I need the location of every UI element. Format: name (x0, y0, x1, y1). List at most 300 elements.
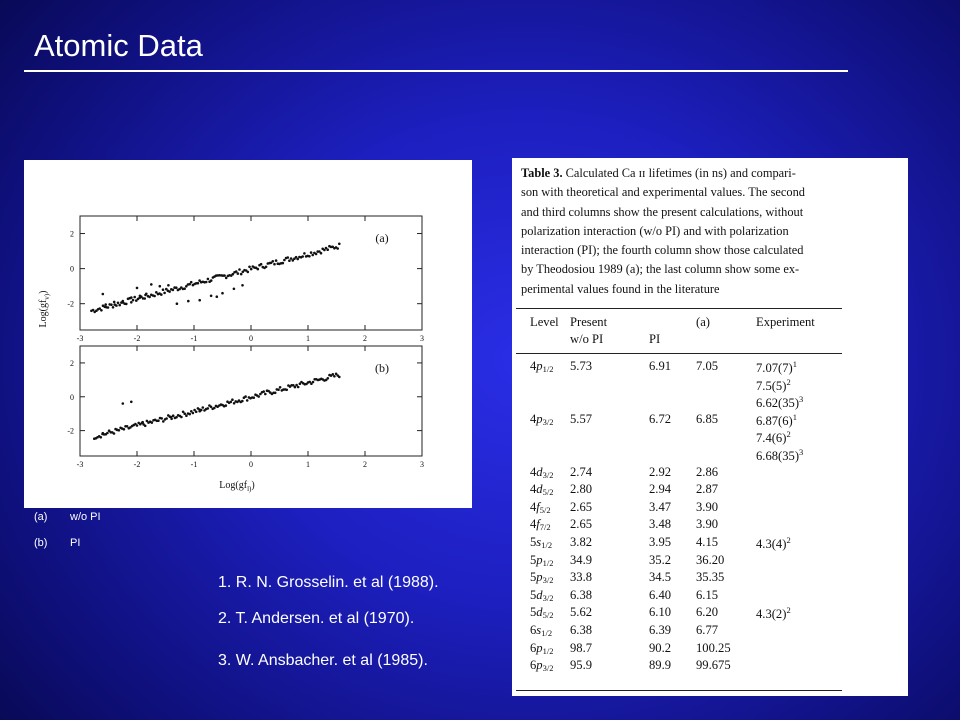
plot-frame (80, 216, 422, 330)
pi-cell: 2.92 (649, 464, 672, 479)
level-l: d (536, 587, 543, 602)
wo-pi-cell: 95.9 (570, 658, 593, 673)
pi-cell: 90.2 (649, 640, 672, 655)
level-l: p (536, 658, 543, 673)
data-point (241, 400, 244, 403)
data-point (207, 407, 210, 410)
level-j: 5/2 (539, 504, 551, 515)
level-l: s (536, 623, 542, 637)
data-point (275, 259, 278, 262)
data-point (188, 413, 191, 416)
caption-text: PI (70, 537, 81, 549)
x-tick-label: -2 (133, 460, 141, 469)
wo-pi-cell: 5.62 (570, 605, 593, 620)
experiment-cell (756, 412, 797, 429)
data-point (130, 301, 133, 304)
data-point (123, 428, 126, 431)
header-pi: PI (649, 332, 661, 346)
level-n: 5 (530, 552, 537, 567)
data-point (287, 256, 290, 259)
wo-pi-cell: 2.65 (570, 499, 593, 514)
figure-caption-row (34, 511, 101, 523)
level-cell (530, 641, 553, 656)
data-point (195, 411, 198, 414)
data-point (190, 281, 193, 284)
level-cell (530, 623, 552, 638)
x-tick-label: 3 (420, 460, 424, 469)
x-tick-label: 3 (420, 334, 424, 343)
data-point (172, 289, 175, 292)
level-n: 5 (530, 587, 537, 602)
level-n: 4 (530, 359, 537, 373)
data-point (213, 407, 216, 410)
wo-pi-cell: 34.9 (570, 552, 593, 567)
y-axis-label: $Log(gf_{v)})$ (38, 290, 51, 328)
level-cell (530, 570, 553, 585)
level-n: 5 (530, 605, 537, 620)
data-point (143, 297, 146, 300)
level-n: 6 (530, 623, 537, 637)
data-point (102, 293, 105, 296)
data-point (160, 293, 163, 296)
a-cell: 4.15 (696, 535, 719, 549)
level-j: 3/2 (542, 663, 554, 674)
data-point (167, 284, 170, 287)
figure-caption-row (34, 537, 80, 549)
data-point (144, 294, 147, 297)
y-tick-label: -2 (67, 299, 74, 309)
data-point (185, 414, 188, 417)
scatter-plots-svg (24, 160, 472, 508)
level-l: p (536, 359, 543, 373)
data-point (264, 393, 267, 396)
reference-item: 2. T. Andersen. et al (1970). (218, 610, 415, 627)
level-j: 3/2 (542, 469, 554, 480)
data-point (115, 304, 118, 307)
level-j: 1/2 (541, 540, 553, 550)
data-point (221, 292, 224, 295)
data-point (132, 299, 135, 302)
data-point (312, 381, 315, 384)
data-point (162, 288, 165, 291)
slide-title: Atomic Data (34, 28, 203, 63)
table-caption-line: Calculated Ca ɪɪ lifetimes (in ns) and compari- (565, 166, 796, 180)
data-point (210, 406, 213, 409)
header-level: Level (530, 315, 559, 329)
table-top-rule (516, 308, 842, 309)
level-n: 4 (530, 517, 537, 532)
pi-cell: 6.72 (649, 411, 672, 426)
data-point (202, 406, 205, 409)
data-point (163, 292, 166, 295)
level-l: p (536, 640, 543, 655)
pi-cell: 6.40 (649, 587, 672, 602)
x-tick-label: 2 (363, 334, 367, 343)
data-point (136, 287, 139, 290)
data-point (279, 386, 282, 389)
panel-label: (b) (375, 361, 389, 375)
data-point (165, 417, 168, 420)
table-bottom-rule (516, 690, 842, 691)
data-point (247, 271, 250, 274)
data-point (192, 412, 195, 415)
experiment-cell (756, 447, 803, 464)
level-j: 3/2 (542, 592, 554, 603)
level-l: d (536, 482, 543, 497)
data-point (210, 279, 213, 282)
experiment-cell (756, 429, 791, 446)
data-point (326, 248, 329, 251)
experiment-value: 7.5(5) (756, 378, 787, 393)
table-caption-line: by Theodosiou 1989 (a); the last column show some ex- (521, 262, 800, 277)
wo-pi-cell: 2.80 (570, 482, 593, 497)
y-tick-label: -2 (67, 426, 74, 436)
a-cell: 7.05 (696, 359, 719, 373)
caption-text: w/o PI (70, 511, 101, 523)
level-cell (530, 517, 551, 532)
wo-pi-cell: 6.38 (570, 587, 593, 602)
data-point (122, 402, 125, 405)
data-point (150, 283, 153, 286)
level-cell (530, 500, 551, 515)
experiment-ref: 3 (799, 447, 804, 457)
wo-pi-cell: 5.57 (570, 411, 593, 426)
level-cell (530, 658, 553, 673)
level-l: f (536, 517, 540, 532)
wo-pi-cell: 5.73 (570, 359, 593, 373)
data-point (311, 254, 314, 257)
data-point (168, 290, 171, 293)
wo-pi-cell: 98.7 (570, 640, 593, 655)
level-cell (530, 359, 553, 374)
level-j: 1/2 (542, 364, 554, 374)
experiment-value: 4.3(4) (756, 537, 787, 551)
header-experiment: Experiment (756, 315, 815, 329)
pi-cell: 34.5 (649, 570, 672, 585)
lifetime-table-panel (512, 158, 908, 696)
data-point (198, 299, 201, 302)
data-point (106, 432, 109, 435)
data-point (139, 295, 142, 298)
panel-label: (a) (375, 231, 389, 245)
level-cell (530, 605, 553, 620)
data-point (113, 301, 116, 304)
level-j: 1/2 (541, 628, 553, 638)
a-cell: 2.87 (696, 482, 719, 497)
pi-cell: 3.95 (649, 535, 672, 549)
y-tick-label: 2 (70, 229, 74, 239)
data-point (183, 412, 186, 415)
data-point (223, 274, 226, 277)
data-point (153, 295, 156, 298)
table-caption-line: perimental values found in the literature (521, 281, 720, 296)
data-point (216, 295, 219, 298)
title-underline (24, 70, 848, 72)
table-caption-label: Table 3. (521, 166, 563, 180)
level-j: 3/2 (542, 416, 554, 427)
data-point (273, 263, 276, 266)
data-point (244, 395, 247, 398)
level-n: 6 (530, 658, 537, 673)
data-point (159, 285, 162, 288)
a-cell: 35.35 (696, 570, 725, 585)
level-j: 5/2 (542, 487, 554, 498)
a-cell: 36.20 (696, 552, 725, 567)
data-point (151, 421, 154, 424)
data-point (294, 386, 297, 389)
table-header-rule (516, 353, 842, 354)
caption-key: (a) (34, 511, 48, 523)
experiment-cell (756, 394, 803, 411)
data-point (333, 375, 336, 378)
data-point (136, 424, 139, 427)
a-cell: 100.25 (696, 640, 731, 655)
data-point (257, 395, 260, 398)
level-j: 1/2 (542, 645, 554, 656)
experiment-value: 7.4(6) (756, 431, 787, 446)
data-point (246, 399, 249, 402)
level-n: 5 (530, 535, 537, 549)
level-n: 4 (530, 464, 537, 479)
experiment-ref: 2 (786, 535, 791, 545)
table-caption-line: interaction (PI); the fourth column show those calculated (521, 243, 804, 258)
pi-cell: 89.9 (649, 658, 672, 673)
x-tick-label: -1 (190, 334, 198, 343)
x-tick-label: -2 (133, 334, 141, 343)
x-tick-label: 1 (306, 460, 310, 469)
level-cell (530, 465, 553, 480)
data-point (175, 286, 178, 289)
pi-cell: 3.47 (649, 499, 672, 514)
a-cell: 6.15 (696, 587, 719, 602)
data-point (257, 268, 260, 271)
table-caption-text (521, 166, 805, 296)
table-caption-line: polarization interaction (w/o PI) and with polarization (521, 223, 789, 238)
header-present: Present (570, 315, 608, 329)
reference-item: 1. R. N. Grosselin. et al (1988). (218, 574, 439, 591)
data-point (162, 420, 165, 423)
data-point (288, 259, 291, 262)
data-point (233, 288, 236, 291)
data-point (320, 252, 323, 255)
data-point (110, 303, 113, 306)
data-point (100, 309, 103, 312)
level-l: p (536, 552, 543, 567)
a-cell: 2.86 (696, 464, 719, 479)
table-caption-line: son with theoretical and experimental values. The second (521, 185, 805, 200)
data-point (187, 300, 190, 303)
experiment-ref: 1 (792, 411, 797, 422)
y-tick-label: 0 (70, 392, 74, 402)
level-j: 5/2 (542, 610, 554, 621)
y-tick-label: 0 (70, 264, 74, 274)
wo-pi-cell: 2.74 (570, 464, 593, 479)
x-tick-label: -3 (76, 334, 84, 343)
a-cell: 99.675 (696, 658, 731, 673)
data-point (183, 287, 186, 290)
x-tick-label: -1 (190, 460, 198, 469)
experiment-cell (756, 605, 791, 622)
level-n: 4 (530, 482, 537, 497)
a-cell: 3.90 (696, 499, 719, 514)
data-point (272, 260, 275, 263)
experiment-value: 4.3(2) (756, 607, 787, 622)
level-l: d (536, 464, 543, 479)
experiment-ref: 2 (786, 376, 791, 387)
data-point (130, 296, 133, 299)
y-tick-label: 2 (70, 358, 74, 368)
caption-key: (b) (34, 537, 48, 549)
scatter-figure (24, 160, 472, 508)
level-n: 4 (530, 411, 537, 426)
pi-cell: 6.10 (649, 605, 672, 620)
level-cell (530, 535, 552, 550)
data-point (274, 392, 277, 395)
data-point (301, 255, 304, 258)
data-point (170, 416, 173, 419)
data-point (116, 429, 119, 432)
x-tick-label: 2 (363, 460, 367, 469)
data-point (240, 273, 243, 276)
data-point (338, 243, 341, 246)
data-point (148, 296, 151, 299)
data-point (125, 303, 128, 306)
data-point (238, 268, 241, 271)
wo-pi-cell: 6.38 (570, 623, 593, 637)
header-a: (a) (696, 315, 710, 329)
data-point (102, 432, 105, 435)
level-n: 6 (530, 640, 537, 655)
pi-cell: 3.48 (649, 517, 672, 532)
data-point (107, 306, 110, 309)
data-point (282, 262, 285, 265)
level-cell (530, 588, 553, 603)
experiment-ref: 2 (786, 605, 791, 616)
data-point (141, 421, 144, 424)
data-point (225, 277, 228, 280)
experiment-cell (756, 359, 797, 376)
experiment-ref: 1 (792, 359, 797, 369)
experiment-cell (756, 535, 791, 552)
wo-pi-cell: 33.8 (570, 570, 593, 585)
experiment-ref: 2 (786, 429, 791, 440)
data-point (308, 255, 311, 258)
wo-pi-cell: 2.65 (570, 517, 593, 532)
level-n: 5 (530, 570, 537, 585)
data-point (118, 304, 121, 307)
a-cell: 6.77 (696, 623, 719, 637)
data-point (133, 296, 136, 299)
data-point (117, 302, 120, 305)
level-cell (530, 482, 553, 497)
level-l: d (536, 605, 543, 620)
x-tick-label: -3 (76, 460, 84, 469)
data-point (100, 436, 103, 439)
data-point (207, 278, 210, 281)
data-point (250, 268, 253, 271)
data-point (310, 251, 313, 254)
experiment-cell (756, 377, 791, 394)
data-point (144, 425, 147, 428)
data-point (241, 284, 244, 287)
data-point (104, 303, 107, 306)
data-point (231, 398, 234, 401)
data-point (205, 281, 208, 284)
table-caption-line: and third columns show the present calculations, without (521, 204, 804, 219)
wo-pi-cell: 3.82 (570, 535, 593, 549)
level-l: f (536, 499, 540, 514)
pi-cell: 35.2 (649, 552, 672, 567)
data-point (113, 432, 116, 435)
data-point (277, 388, 280, 391)
experiment-value: 6.87(6) (756, 413, 793, 428)
data-point (336, 247, 339, 250)
a-cell: 6.85 (696, 411, 719, 426)
data-point (260, 263, 263, 266)
experiment-value: 7.07(7) (756, 361, 793, 375)
pi-cell: 2.94 (649, 482, 672, 497)
level-j: 3/2 (542, 575, 554, 586)
x-tick-label: 0 (249, 460, 253, 469)
reference-item: 3. W. Ansbacher. et al (1985). (218, 652, 428, 669)
experiment-value: 6.62(35) (756, 396, 800, 411)
data-point (122, 300, 125, 303)
data-point (230, 401, 233, 404)
x-tick-label: 1 (306, 334, 310, 343)
data-point (176, 302, 179, 305)
data-point (248, 266, 251, 269)
pi-cell: 6.91 (649, 359, 672, 373)
x-tick-label: 0 (249, 334, 253, 343)
a-cell: 6.20 (696, 605, 719, 620)
data-point (303, 252, 306, 255)
data-point (265, 266, 268, 269)
data-point (197, 282, 200, 285)
data-point (327, 377, 330, 380)
data-point (285, 389, 288, 392)
data-point (283, 259, 286, 262)
data-point (237, 272, 240, 275)
level-l: s (536, 535, 542, 549)
data-point (253, 396, 256, 399)
level-n: 4 (530, 499, 537, 514)
level-j: 1/2 (542, 557, 554, 568)
level-cell (530, 412, 553, 427)
x-axis-label: $Log(gf_{l)})$ (219, 480, 255, 493)
data-point (157, 419, 160, 422)
data-point (180, 416, 183, 419)
level-l: p (536, 411, 543, 426)
a-cell: 3.90 (696, 517, 719, 532)
data-point (126, 425, 129, 428)
experiment-value: 6.68(35) (756, 449, 800, 463)
data-point (338, 376, 341, 379)
data-point (262, 390, 265, 393)
data-point (297, 386, 300, 389)
experiment-ref: 3 (799, 394, 804, 405)
data-point (210, 295, 213, 298)
level-cell (530, 553, 553, 568)
table-caption (521, 164, 901, 299)
level-j: 7/2 (539, 522, 551, 533)
data-point (315, 253, 318, 256)
header-wo-pi: w/o PI (570, 332, 604, 346)
data-point (112, 306, 115, 309)
data-point (198, 410, 201, 413)
data-point (130, 401, 133, 404)
data-point (225, 404, 228, 407)
pi-cell: 6.39 (649, 623, 672, 637)
